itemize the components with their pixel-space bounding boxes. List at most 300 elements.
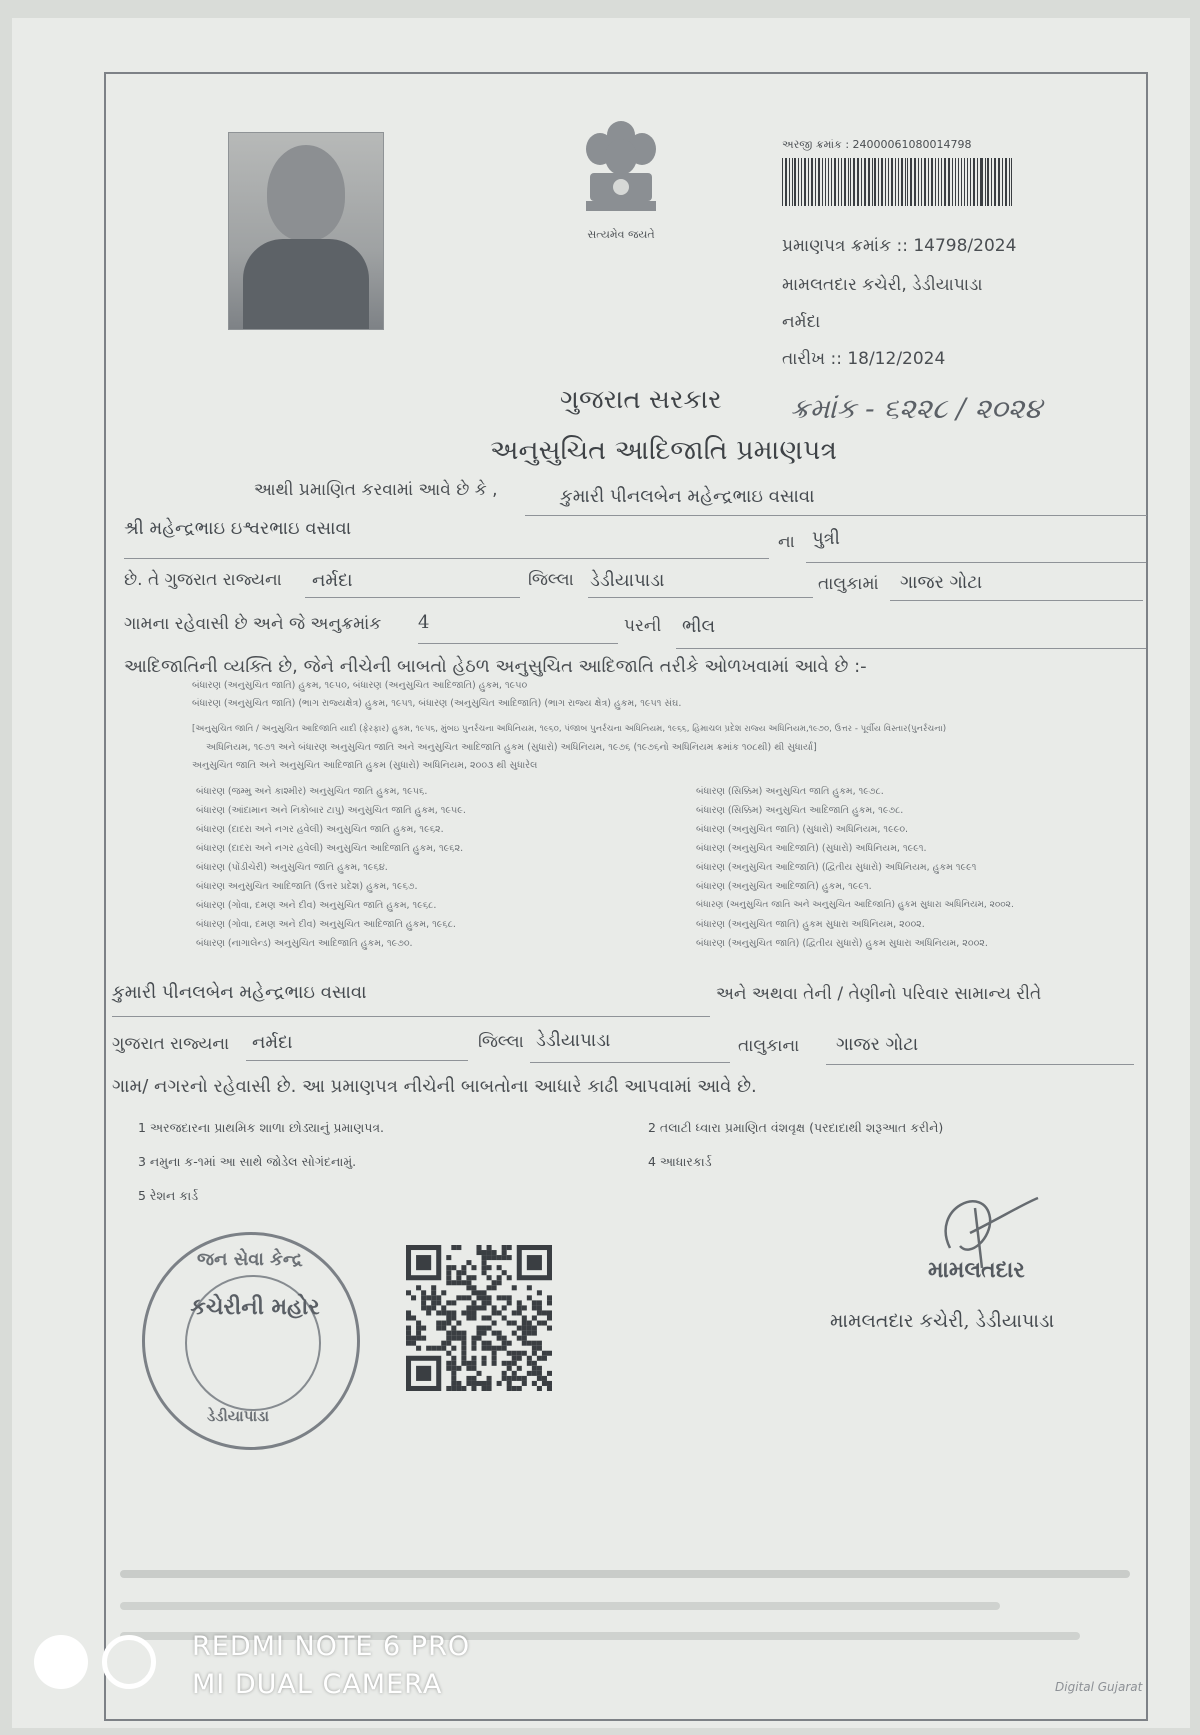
family-state-prefix: ગુજરાત રાજ્યના <box>112 1034 230 1054</box>
qr-module <box>482 1300 487 1305</box>
qr-module <box>446 1275 451 1280</box>
qr-module <box>527 1285 532 1290</box>
state-prefix: છે. તે ગુજરાત રાજ્યના <box>124 570 282 590</box>
qr-module <box>406 1331 411 1336</box>
barcode-bar <box>973 158 975 206</box>
barcode-bar <box>921 158 922 206</box>
qr-module <box>471 1336 476 1341</box>
qr-module <box>492 1285 497 1290</box>
qr-module <box>456 1321 461 1326</box>
qr-module <box>512 1361 517 1366</box>
camera-logo-icon <box>34 1632 174 1692</box>
qr-module <box>517 1366 522 1371</box>
qr-module <box>527 1321 532 1326</box>
qr-module <box>482 1331 487 1336</box>
qr-module <box>507 1381 512 1386</box>
qr-module <box>471 1285 476 1290</box>
qr-module <box>471 1265 476 1270</box>
barcode-bar <box>798 158 799 206</box>
qr-module <box>502 1245 507 1250</box>
barcode-bar <box>941 158 942 206</box>
qr-module <box>471 1386 476 1391</box>
basis-text: ગામ/ નગરનો રહેવાસી છે. આ પ્રમાણપત્ર નીચેની બાબતોના આધારે કાઢી આપવામાં આવે છે. <box>112 1076 757 1097</box>
district-label: જિલ્લા <box>528 570 574 590</box>
underline <box>418 643 618 644</box>
qr-module <box>461 1361 466 1366</box>
family-applicant-name: કુમારી પીનલબેન મહેન્દ્રભાઇ વસાવા <box>112 982 367 1003</box>
qr-module <box>492 1331 497 1336</box>
qr-module <box>522 1351 527 1356</box>
qr-module <box>492 1321 497 1326</box>
underline <box>112 1016 710 1017</box>
qr-module <box>466 1376 471 1381</box>
qr-module <box>446 1310 451 1315</box>
order-line: [અનુસુચિત જાતિ / અનુસુચિત આદિજાતિ યાદી (ફેરફાર) હુકમ, ૧૯૫૬, મુંબઇ પુનર્રચના અધિનિયમ, ૧૯૬૦, પંજાબ પુનર્રચના અધિનિયમ, ૧૯૬૬, હિમાચલ પ્રદેશ રાજ્ય અધિનિયમ,૧૯૭૦, ઉત્તર - પૂર્વીય વિસ્તાર(પુનર્રચના) <box>192 724 947 734</box>
qr-module <box>461 1346 466 1351</box>
qr-module <box>497 1331 502 1336</box>
qr-module <box>522 1336 527 1341</box>
qr-module <box>527 1326 532 1331</box>
qr-module <box>497 1265 502 1270</box>
qr-module <box>421 1305 426 1310</box>
qr-module <box>532 1366 537 1371</box>
qr-module <box>482 1356 487 1361</box>
qr-module <box>522 1331 527 1336</box>
qr-module <box>532 1361 537 1366</box>
qr-module <box>431 1300 436 1305</box>
qr-module <box>476 1331 481 1336</box>
qr-module <box>492 1280 497 1285</box>
qr-module <box>406 1336 411 1341</box>
qr-module <box>507 1275 512 1280</box>
qr-module <box>416 1326 421 1331</box>
qr-module <box>426 1310 431 1315</box>
order-left: બંધારણ (દાદરા અને નગર હવેલી) અનુસુચિત આદિજાતિ હુકમ, ૧૯૬૨. <box>196 843 464 854</box>
order-line: બંધારણ (અનુસુચિત જાતિ) હુકમ, ૧૯૫૦, બંધારણ (અનુસુચિત આદિજાતિ) હુકમ, ૧૯૫૦ <box>192 680 528 691</box>
qr-module <box>507 1321 512 1326</box>
order-left: બંધારણ (આંદામાન અને નિકોબાર ટાપુ) અનુસુચિત જાતિ હુકમ, ૧૯૫૯. <box>196 805 466 816</box>
barcode-bar <box>857 158 859 206</box>
qr-module <box>482 1341 487 1346</box>
issuing-district: નર્મદા <box>782 312 821 332</box>
qr-module <box>441 1341 446 1346</box>
national-emblem-icon <box>576 115 666 245</box>
qr-module <box>451 1381 456 1386</box>
qr-module <box>492 1351 497 1356</box>
qr-module <box>507 1255 512 1260</box>
issuing-office: મામલતદાર કચેરી, ડેડીયાપાડા <box>782 275 983 295</box>
order-line: અનુસુચિત જાતિ અને અનુસુચિત આદિજાતિ હુકમ (સુધારો) અધિનિયમ, ૨૦૦૩ થી સુધારેલ <box>192 760 538 771</box>
barcode-bar <box>818 158 820 206</box>
qr-module <box>512 1351 517 1356</box>
qr-module <box>476 1371 481 1376</box>
qr-module <box>471 1366 476 1371</box>
qr-module <box>451 1265 456 1270</box>
barcode-bar <box>872 158 873 206</box>
qr-module <box>441 1305 446 1310</box>
qr-module <box>471 1300 476 1305</box>
qr-module <box>532 1381 537 1386</box>
issue-date: તારીખ :: 18/12/2024 <box>782 349 946 369</box>
qr-module <box>471 1376 476 1381</box>
qr-finder <box>416 1255 431 1270</box>
applicant-photo <box>228 132 384 330</box>
parni-label: પરની <box>624 616 662 636</box>
qr-module <box>436 1326 441 1331</box>
order-left: બંધારણ (દાદરા અને નગર હવેલી) અનુસુચિત જાતિ હુકમ, ૧૯૬૨. <box>196 824 444 835</box>
qr-module <box>502 1336 507 1341</box>
qr-module <box>542 1310 547 1315</box>
qr-module <box>446 1331 451 1336</box>
qr-module <box>451 1386 456 1391</box>
qr-module <box>482 1270 487 1275</box>
qr-module <box>487 1381 492 1386</box>
order-left: બંધારણ (નાગાલેન્ડ) અનુસુચિત આદિજાતિ હુકમ, ૧૯૭૦. <box>196 938 413 949</box>
barcode-bar <box>801 158 802 206</box>
barcode-bar <box>907 158 908 206</box>
recognition-text: આદિજાતિની વ્યક્તિ છે, જેને નીચેની બાબતો હેઠળ અનુસુચિત આદિજાતિ તરીકે ઓળખવામાં આવે છે :- <box>124 656 867 677</box>
qr-module <box>451 1336 456 1341</box>
qr-module <box>482 1386 487 1391</box>
qr-module <box>456 1280 461 1285</box>
qr-module <box>461 1310 466 1315</box>
qr-module <box>537 1290 542 1295</box>
barcode-bar <box>864 158 865 206</box>
qr-code <box>404 1245 554 1391</box>
qr-module <box>461 1280 466 1285</box>
qr-module <box>482 1290 487 1295</box>
qr-module <box>527 1331 532 1336</box>
barcode-bar <box>935 158 936 206</box>
qr-module <box>547 1381 552 1386</box>
qr-module <box>542 1351 547 1356</box>
qr-module <box>441 1310 446 1315</box>
qr-module <box>431 1346 436 1351</box>
qr-module <box>466 1381 471 1386</box>
barcode-bar <box>1002 158 1003 206</box>
barcode-bar <box>944 158 945 206</box>
qr-module <box>476 1305 481 1310</box>
underline <box>124 558 769 559</box>
qr-module <box>527 1361 532 1366</box>
barcode-bar <box>1005 158 1006 206</box>
qr-module <box>416 1336 421 1341</box>
barcode-bar <box>838 158 839 206</box>
qr-module <box>537 1310 542 1315</box>
qr-module <box>466 1315 471 1320</box>
barcode-bar <box>822 158 823 206</box>
qr-module <box>482 1346 487 1351</box>
qr-module <box>522 1376 527 1381</box>
qr-module <box>441 1290 446 1295</box>
order-left: બંધારણ અનુસુચિત આદિજાતિ (ઉત્તર પ્રદેશ) હુકમ, ૧૯૬૭. <box>196 881 418 892</box>
qr-module <box>507 1366 512 1371</box>
seal-bottom-text: ડેડીયાપાડા <box>207 1407 270 1425</box>
qr-module <box>461 1331 466 1336</box>
qr-module <box>421 1295 426 1300</box>
seal-outer-text: જન સેવા કેન્દ્ર <box>197 1249 303 1270</box>
qr-module <box>446 1255 451 1260</box>
order-left: બંધારણ (ગોવા, દમણ અને દીવ) અનુસુચિત જાતિ હુકમ, ૧૯૬૮. <box>196 900 437 911</box>
qr-module <box>446 1361 451 1366</box>
barcode-bar <box>828 158 829 206</box>
qr-module <box>492 1346 497 1351</box>
qr-module <box>542 1356 547 1361</box>
qr-module <box>527 1371 532 1376</box>
qr-module <box>492 1305 497 1310</box>
qr-module <box>446 1366 451 1371</box>
qr-module <box>456 1275 461 1280</box>
barcode-bar <box>861 158 862 206</box>
barcode-bar <box>967 158 968 206</box>
barcode-bar <box>905 158 906 206</box>
certify-prefix: આથી પ્રમાણિત કરવામાં આવે છે કે , <box>254 480 498 500</box>
photo-body <box>243 239 369 329</box>
order-right: બંધારણ (અનુસુચિત જાતિ) હુકમ સુધારા અધિનિયમ, ૨૦૦૨. <box>696 919 925 930</box>
underline <box>525 515 1147 516</box>
qr-module <box>436 1346 441 1351</box>
qr-module <box>446 1341 451 1346</box>
qr-module <box>512 1386 517 1391</box>
barcode-bar <box>952 158 953 206</box>
certificate-number: પ્રમાણપત્ર ક્રમાંક :: 14798/2024 <box>782 236 1017 256</box>
qr-module <box>517 1386 522 1391</box>
qr-module <box>431 1295 436 1300</box>
qr-module <box>497 1295 502 1300</box>
qr-module <box>406 1315 411 1320</box>
order-right: બંધારણ (અનુસુચિત જાતિ અને અનુસુચિત આદિજાતિ) હુકમ સુધારા અધિનિયમ, ૨૦૦૨. <box>696 900 1014 910</box>
barcode-bar <box>924 158 926 206</box>
qr-module <box>512 1321 517 1326</box>
qr-module <box>411 1315 416 1320</box>
qr-module <box>482 1305 487 1310</box>
qr-module <box>436 1295 441 1300</box>
certificate-title: અનુસુચિત આદિજાતિ પ્રમાણપત્ર <box>490 435 838 466</box>
qr-module <box>416 1346 421 1351</box>
qr-module <box>547 1300 552 1305</box>
qr-module <box>487 1376 492 1381</box>
taluka-value: ડેડીયાપાડા <box>590 570 665 591</box>
barcode-bar <box>898 158 899 206</box>
qr-module <box>522 1326 527 1331</box>
barcode-bar <box>782 158 783 206</box>
qr-module <box>532 1351 537 1356</box>
qr-module <box>532 1300 537 1305</box>
underline <box>530 1062 730 1063</box>
barcode-bar <box>991 158 992 206</box>
qr-module <box>517 1376 522 1381</box>
qr-module <box>487 1386 492 1391</box>
signatory-office: મામલતદાર કચેરી, ડેડીયાપાડા <box>830 1310 1055 1332</box>
relation: પુત્રી <box>812 528 840 549</box>
barcode-bar <box>901 158 902 206</box>
qr-module <box>502 1270 507 1275</box>
qr-module <box>537 1321 542 1326</box>
qr-module <box>487 1255 492 1260</box>
underline <box>676 648 1146 649</box>
barcode-bar <box>1009 158 1010 206</box>
order-right: બંધારણ (સિક્કિમ) અનુસુચિત જાતિ હુકમ, ૧૯૭૮. <box>696 786 884 797</box>
underline <box>246 1060 468 1061</box>
barcode-bar <box>850 158 851 206</box>
qr-module <box>502 1341 507 1346</box>
barcode-bar <box>980 158 982 206</box>
order-right: બંધારણ (અનુસુચિત જાતિ) (સુધારો) અધિનિયમ, ૧૯૯૦. <box>696 824 909 835</box>
qr-module <box>502 1346 507 1351</box>
barcode-bar <box>970 158 971 206</box>
qr-module <box>522 1305 527 1310</box>
taluka-label: તાલુકામાં <box>818 574 879 594</box>
qr-module <box>461 1386 466 1391</box>
qr-module <box>512 1376 517 1381</box>
qr-module <box>522 1321 527 1326</box>
qr-module <box>507 1245 512 1250</box>
qr-module <box>487 1265 492 1270</box>
barcode-bar <box>874 158 875 206</box>
barcode-bar <box>834 158 836 206</box>
qr-module <box>517 1305 522 1310</box>
qr-module <box>497 1275 502 1280</box>
qr-module <box>542 1381 547 1386</box>
barcode-bar <box>815 158 816 206</box>
qr-module <box>482 1315 487 1320</box>
underline <box>890 600 1143 601</box>
qr-module <box>522 1341 527 1346</box>
qr-module <box>471 1346 476 1351</box>
qr-module <box>456 1270 461 1275</box>
qr-module <box>502 1295 507 1300</box>
order-right: બંધારણ (અનુસુચિત આદિજાતિ) (સુધારો) અધિનિયમ, ૧૯૯૧. <box>696 843 927 854</box>
qr-module <box>471 1275 476 1280</box>
barcode-bar <box>881 158 883 206</box>
qr-module <box>547 1295 552 1300</box>
underline <box>806 562 1146 563</box>
qr-module <box>487 1326 492 1331</box>
qr-module <box>517 1310 522 1315</box>
qr-module <box>476 1290 481 1295</box>
government-title: ગુજરાત સરકાર <box>560 385 722 415</box>
qr-module <box>476 1250 481 1255</box>
qr-module <box>547 1315 552 1320</box>
qr-module <box>416 1331 421 1336</box>
qr-module <box>532 1315 537 1320</box>
barcode-bar <box>931 158 933 206</box>
digital-gujarat-label: Digital Gujarat <box>1055 1680 1143 1694</box>
qr-module <box>466 1260 471 1265</box>
qr-module <box>532 1341 537 1346</box>
family-district: નર્મદા <box>252 1032 293 1053</box>
qr-finder <box>527 1255 542 1270</box>
qr-module <box>507 1361 512 1366</box>
qr-module <box>537 1346 542 1351</box>
qr-module <box>471 1356 476 1361</box>
qr-module <box>416 1321 421 1326</box>
qr-module <box>487 1341 492 1346</box>
qr-module <box>451 1315 456 1320</box>
qr-module <box>497 1255 502 1260</box>
order-left: બંધારણ (ગોવા, દમણ અને દીવ) અનુસુચિત આદિજાતિ હુકમ, ૧૯૬૮. <box>196 919 456 930</box>
qr-module <box>466 1310 471 1315</box>
qr-module <box>466 1280 471 1285</box>
document-item: 5 રેશન કાર્ડ <box>138 1188 199 1203</box>
qr-module <box>446 1300 451 1305</box>
family-text: અને અથવા તેની / તેણીનો પરિવાર સામાન્ય રીતે <box>716 984 1042 1004</box>
qr-module <box>527 1295 532 1300</box>
qr-module <box>446 1280 451 1285</box>
qr-module <box>466 1361 471 1366</box>
qr-module <box>512 1285 517 1290</box>
barcode-bar <box>1011 158 1012 206</box>
qr-module <box>466 1285 471 1290</box>
qr-module <box>476 1336 481 1341</box>
qr-module <box>456 1295 461 1300</box>
qr-module <box>461 1351 466 1356</box>
qr-module <box>542 1376 547 1381</box>
qr-module <box>421 1290 426 1295</box>
underline <box>305 597 520 598</box>
barcode-bar <box>910 158 912 206</box>
qr-module <box>461 1341 466 1346</box>
qr-module <box>421 1336 426 1341</box>
barcode-bar <box>958 158 959 206</box>
father-name: શ્રી મહેન્દ્રભાઇ ઇશ્વરભાઇ વસાવા <box>124 518 352 539</box>
qr-module <box>476 1295 481 1300</box>
qr-module <box>537 1356 542 1361</box>
qr-module <box>517 1326 522 1331</box>
qr-module <box>451 1376 456 1381</box>
barcode-bar <box>985 158 986 206</box>
order-left: બંધારણ (જમ્મુ અને કાશ્મીર) અનુસુચિત જાતિ હુકમ, ૧૯૫૬. <box>196 786 428 797</box>
camera-watermark <box>192 1628 470 1704</box>
qr-module <box>522 1315 527 1320</box>
document-item: 3 નમુના ક-૧માં આ સાથે જોડેલ સોગંદનામું. <box>138 1154 357 1169</box>
barcode-bar <box>841 158 842 206</box>
qr-module <box>421 1300 426 1305</box>
qr-module <box>497 1280 502 1285</box>
underline <box>826 1064 1134 1065</box>
qr-module <box>426 1295 431 1300</box>
qr-module <box>492 1361 497 1366</box>
qr-module <box>532 1305 537 1310</box>
qr-module <box>482 1255 487 1260</box>
qr-module <box>487 1285 492 1290</box>
village-value: ગાજર ગોટા <box>900 572 983 593</box>
qr-module <box>547 1351 552 1356</box>
barcode-bar <box>844 158 845 206</box>
qr-module <box>446 1315 451 1320</box>
emblem-caption: સત્યમેવ જયતે <box>587 228 655 241</box>
qr-module <box>456 1245 461 1250</box>
qr-module <box>487 1245 492 1250</box>
qr-module <box>487 1346 492 1351</box>
qr-module <box>482 1250 487 1255</box>
order-left: બંધારણ (પોંડીચેરી) અનુસુચિત જાતિ હુકમ, ૧૯૬૪. <box>196 862 388 873</box>
qr-module <box>532 1331 537 1336</box>
qr-module <box>461 1295 466 1300</box>
qr-module <box>436 1310 441 1315</box>
qr-module <box>497 1336 502 1341</box>
barcode-bar <box>794 158 795 206</box>
qr-module <box>471 1310 476 1315</box>
barcode-bar <box>955 158 956 206</box>
qr-module <box>482 1381 487 1386</box>
qr-module <box>507 1351 512 1356</box>
qr-module <box>406 1326 411 1331</box>
qr-module <box>461 1270 466 1275</box>
qr-module <box>421 1326 426 1331</box>
qr-module <box>492 1356 497 1361</box>
qr-module <box>502 1315 507 1320</box>
